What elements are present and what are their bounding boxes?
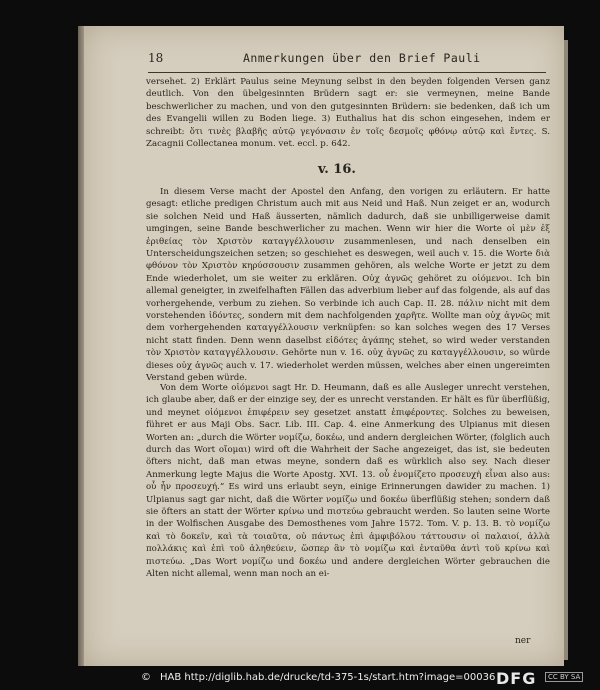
paragraph-3-text: Von dem Worte οἰόμενοι sagt Hr. D. Heumann, daß es alle Ausleger unrecht verstehen, ich glaube aber, daß er der einzige sey, der es unrecht verstanden. Er hält es für überflüßig, und meynet οἰόμενοι ἐπιφέρειν sey gesetzet anstatt ἐπιφέροντες. Solches zu beweisen, führet er aus Maji Obs. Sacr. Lib. III. Cap. 4. eine Anmerkung des Ulpianus mit diesen Worten an: „durch die Wörter νομίζω, δοκέω, und andern dergleichen Wörter, (folglich auch durch das Wort οἴομαι) wird oft die Wahrheit der Sache angezeiget, das ist, sie bedeuten öfters nicht, daß man etwas meyne, sondern daß es würklich also sey. Nach dieser Anmerkung legte Majus die Worte Apostg. XVI. 13. οὗ ἐνομίζετο προσευχὴ εἶναι also aus: οὗ ἦν προσευχή.“ Es wird uns erlaubt seyn, einige Erinnerungen dawider zu machen. 1) Ulpianus sagt gar nicht, daß die Wörter νομίζω und δοκέω überflüßig stehen; sondern daß sie öfters an statt der Wörter κρίνω und πιστεύω gebraucht werden. So lauten seine Worte in der Wolfischen Ausgabe des Demosthenes vom Jahre 1572. Tom. V. p. 13. B. τὸ νομίζω καὶ τὸ δοκεῖν, καὶ τὰ τοιαῦτα, οὐ πάντως ἐπὶ ἀμφιβόλου τάττουσιν οἱ παλαιοί, ἀλλὰ πολλάκις καὶ ἐπὶ τοῦ ἀληθεύειν, ὥσπερ ἂν τὸ νομίζω καὶ ἐνταῦθα ἀντὶ τοῦ κρίνω καὶ πιστεύω. „Das Wort νομίζω und δοκέω und andere dergleichen Wörter gebrauchen die Alten nicht allemal, wenn man noch an ei- (146, 383, 550, 580)
page-number: 18 (148, 51, 164, 65)
page-header (148, 51, 548, 73)
paragraph-3 (146, 382, 550, 581)
paragraph-1-text: versehet. 2) Erklärt Paulus seine Meynung selbst in den beyden folgenden Versen ganz deutlich. Von den übelgesinnten Brüdern sagt er: sie vermeynen, meine Bande beschwerlicher zu machen, und von den gutgesinnten Brüdern: sie bedenken, daß ich um des Evangelii willen zu Boden liege. 3) Euthalius hat dis schon eingesehen, indem er schreibt: ὅτι τινὲς βλαβῆς αὐτῷ γεγόνασιν ἐν τοῖς δεσμοῖς φθόνῳ αὐτῷ καὶ ἔντες. S. Zacagnii Collectanea monum. vet. eccl. p. 642. (146, 77, 550, 150)
paragraph-2 (146, 186, 550, 385)
viewer-footer (0, 668, 600, 690)
running-title: Anmerkungen über den Brief Pauli (243, 51, 481, 65)
paragraph-2-text: In diesem Verse macht der Apostel den Anfang, den vorigen zu erläutern. Er hatte gesagt: etliche predigen Christum auch mit aus Neid und Haß. Nun zeiget er an, wodurch sie solchen Neid und Haß äusserten, nämlich dadurch, daß sie unbilligerweise damit umgingen, seine Bande beschwerlicher zu machen. Wenn wir hier die Worte οἱ μὲν ἐξ ἐριθείας τὸν Χριστὸν καταγγέλλουσιν zusammenlesen, und nach denselben ein Unterscheidungszeichen setzen; so geschiehet es deswegen, weil auch v. 15. die Worte διὰ φθόνον τὸν Χριστὸν κηρύσσουσιν zusammen gehören, als welche Worte er jetzt zu dem Ende wiederholet, um sie weiter zu erklären. Οὐχ ἁγνῶς gehöret zu οἰόμενοι. Ich bin allemal geneigter, in zweifelhaften Fällen das adverbium lieber auf das folgende, als auf das vorhergehende, verbum zu ziehen. So verbinde ich auch Cap. II. 28. πάλιν nicht mit dem vorstehenden ἰδόντες, sondern mit dem nachfolgenden χαρῆτε. Wollte man οὐχ ἁγνῶς mit dem vorhergehenden καταγγέλλουσιν verknüpfen: so kan solches wegen des 17 Verses nicht statt finden. Denn wenn daselbst εἰδότες ἀγάπης stehet, so wird weder verstanden τὸν Χριστὸν καταγγέλλουσιν. Gehörte nun v. 16. οὐχ ἁγνῶς zu καταγγέλλουσιν, so würde dieses οὐχ ἁγνῶς auch v. 17. wiederholet werden müssen, welches aber einen ungereimten Verstand geben würde. (146, 187, 550, 384)
dfg-logo: DFG (496, 669, 537, 688)
verse-heading: v. 16. (318, 162, 356, 177)
source-url-link[interactable]: HAB http://diglib.hab.de/drucke/td-375-1s/start.htm?image=00036 (160, 672, 496, 683)
license-badge: CC BY SA (545, 672, 583, 682)
catchword: ner (515, 636, 531, 646)
page-edge (564, 40, 568, 660)
header-rule (148, 72, 546, 73)
paragraph-1 (146, 76, 550, 150)
copyright-symbol: © (141, 672, 151, 683)
